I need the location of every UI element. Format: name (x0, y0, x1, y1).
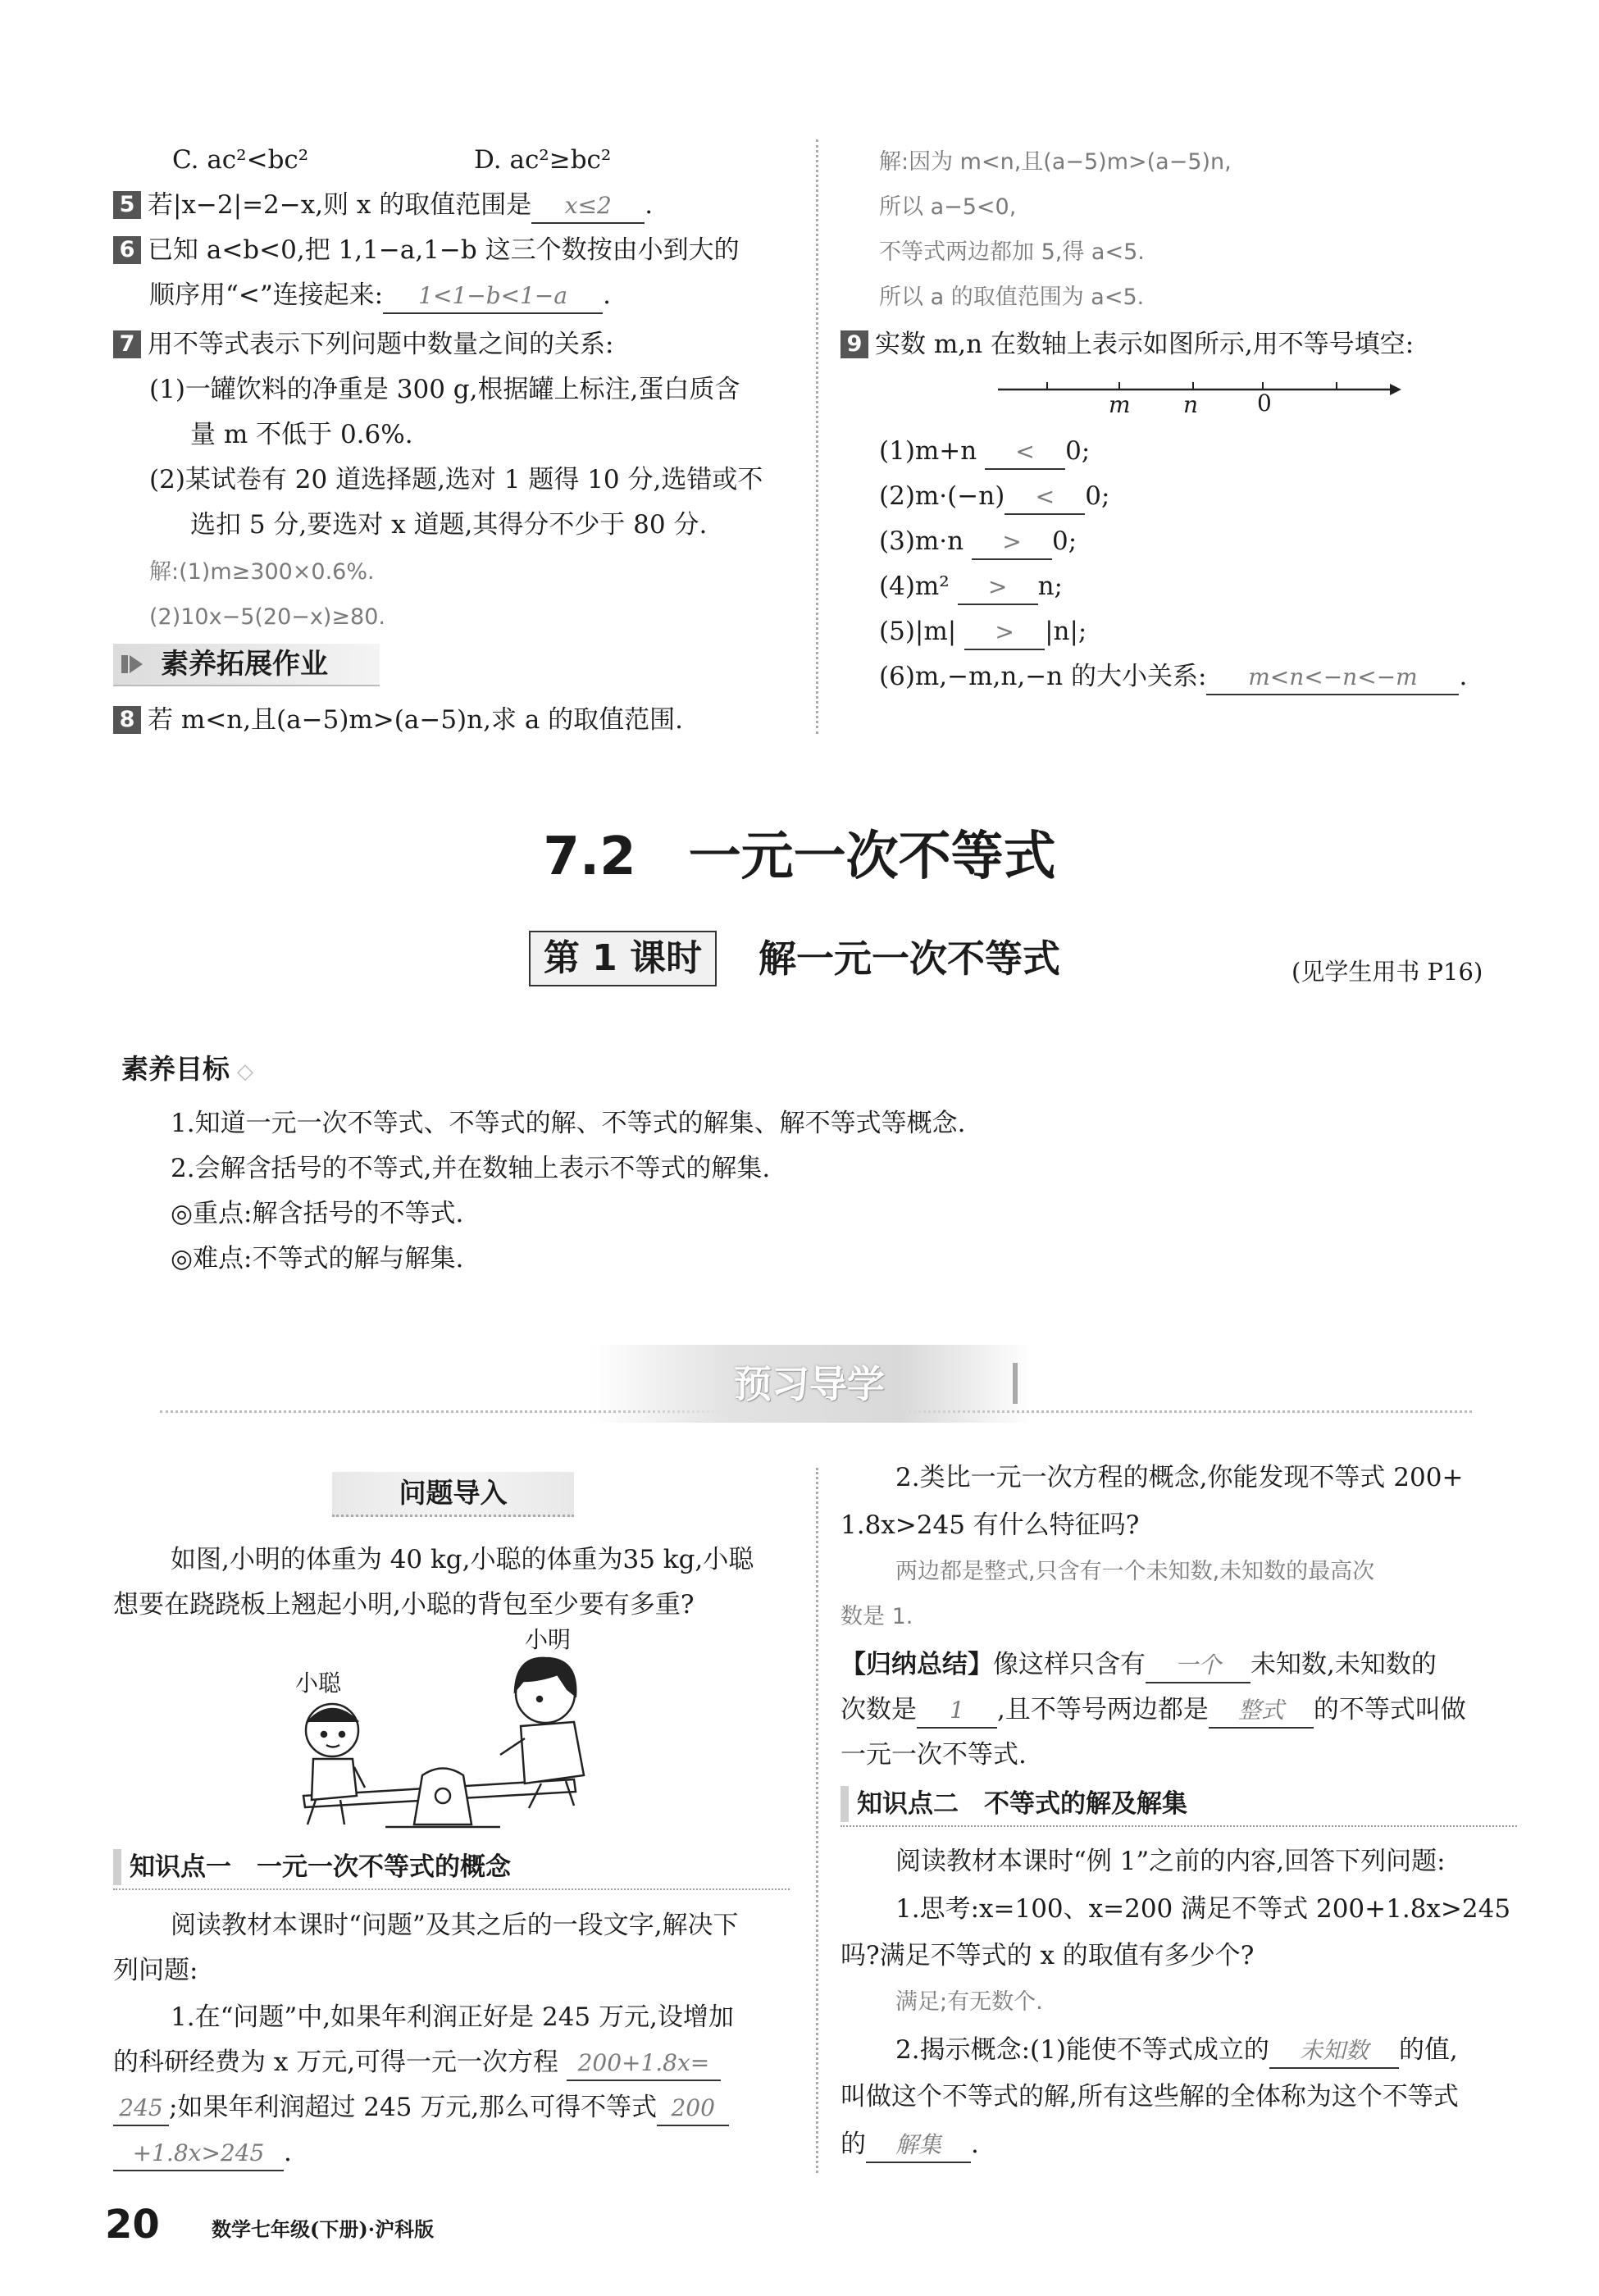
intro-text: 想要在跷跷板上翘起小明,小聪的背包至少要有多重? (113, 1590, 695, 1620)
kp1-q1-l3: 245 ;如果年利润超过 245 万元,那么可得不等式 200 (113, 2091, 729, 2126)
solution-line: 解:(1)m≥300×0.6%. (149, 559, 375, 585)
q9-item-1: (1)m+n < 0; (879, 435, 1090, 470)
answer-blank: x≤2 (531, 189, 645, 224)
question-6-line2: 顺序用“<”连接起来: 1<1−b<1−a . (149, 279, 611, 314)
goal-item: 2.会解含括号的不等式,并在数轴上表示不等式的解集. (171, 1154, 771, 1183)
question-7-part1: (1)一罐饮料的净重是 300 g,根据罐上标注,蛋白质含 (149, 375, 740, 404)
question-6 (113, 234, 740, 266)
question-text: 实数 m,n 在数轴上表示如图所示,用不等号填空: (875, 330, 1414, 359)
kp2-read: 阅读教材本课时“例 1”之前的内容,回答下列问题: (895, 1847, 1446, 1876)
answer-blank: 245 (113, 2092, 169, 2126)
answer-blank: 整式 (1209, 1694, 1314, 1729)
section-title: 7.2 一元一次不等式 (543, 827, 1056, 887)
q9-item-3: (3)m·n > 0; (879, 525, 1077, 560)
solution-line: (2)10x−5(20−x)≥80. (149, 604, 385, 630)
kp1-q2-answer-cont: 数是 1. (840, 1604, 913, 1629)
kp1-q2-answer: 两边都是整式,只含有一个未知数,未知数的最高次 (895, 1559, 1375, 1584)
kp2-q2-cont: 叫做这个不等式的解,所有这些解的全体称为这个不等式 (840, 2082, 1459, 2112)
summary-tag: 【归纳总结】 (840, 1650, 993, 1679)
difficulty-point: ◎难点:不等式的解与解集. (171, 1244, 464, 1273)
answer-blank: 未知数 (1269, 2034, 1399, 2069)
expansion-banner (113, 644, 380, 686)
solution-line: 所以 a 的取值范围为 a<5. (879, 285, 1145, 310)
kp2-q2-end: 的 解集 . (840, 2128, 979, 2163)
kp2-q2: 2.揭示概念:(1)能使不等式成立的 未知数 的值, (895, 2034, 1458, 2069)
answer-blank: 一个 (1146, 1649, 1250, 1683)
kp1-q2: 2.类比一元一次方程的概念,你能发现不等式 200+ (895, 1463, 1464, 1492)
answer-blank: < (985, 435, 1065, 470)
question-text: 若|x−2|=2−x,则 x 的取值范围是 (148, 190, 532, 220)
summary: 【归纳总结】像这样只含有 一个 未知数,未知数的 (840, 1648, 1437, 1683)
label-xiaoming: 小明 (525, 1626, 572, 1653)
question-number: 6 (113, 236, 141, 264)
answer-blank: > (964, 616, 1045, 650)
knowledge-point-title: 知识点一 一元一次不等式的概念 (130, 1852, 511, 1882)
question-7-part1-cont: 量 m 不低于 0.6%. (190, 420, 413, 449)
solution-line: 不等式两边都加 5,得 a<5. (879, 239, 1145, 265)
lesson-number: 第 1 课时 (543, 937, 703, 979)
question-text: 若 m<n,且(a−5)m>(a−5)n,求 a 的取值范围. (148, 705, 684, 735)
goal-item: 1.知道一元一次不等式、不等式的解、不等式的解集、解不等式等概念. (171, 1109, 966, 1138)
answer-blank: > (972, 526, 1052, 560)
number-line (996, 373, 1402, 422)
q9-item-2: (2)m·(−n) < 0; (879, 480, 1109, 515)
option-c: C. ac²<bc² (172, 145, 309, 175)
q9-item-5: (5)|m| > |n|; (879, 615, 1086, 650)
question-7 (113, 328, 613, 361)
preview-banner-title: 预习导学 (734, 1362, 885, 1406)
banner-bar (1013, 1363, 1018, 1404)
kp1-q1-l4: +1.8x>245 . (113, 2136, 292, 2171)
q9-item-6: (6)m,−m,n,−n 的大小关系: m<n<−n<−m . (879, 660, 1467, 695)
axis-label-m: m (1109, 391, 1131, 418)
banner-title: 素养拓展作业 (161, 648, 328, 681)
answer-blank: 1<1−b<1−a (383, 280, 603, 314)
seesaw-illustration (279, 1626, 640, 1837)
book-title: 数学七年级(下册)·沪科版 (212, 2217, 435, 2241)
lesson-badge (529, 931, 717, 986)
answer-blank: 1 (917, 1694, 997, 1729)
label-xiaocong: 小聪 (295, 1670, 342, 1697)
kp1-read-cont: 列问题: (113, 1956, 198, 1985)
kp1-q1: 1.在“问题”中,如果年利润正好是 245 万元,设增加 (171, 2002, 734, 2032)
answer-blank: < (1004, 481, 1085, 515)
lesson-name: 解一元一次不等式 (758, 936, 1060, 981)
column-divider (816, 1468, 818, 2173)
answer-blank: +1.8x>245 (113, 2137, 284, 2171)
question-text: 用不等式表示下列问题中数量之间的关系: (148, 330, 614, 359)
question-7-part2-cont: 选扣 5 分,要选对 x 道题,其得分不少于 80 分. (190, 510, 708, 540)
question-number: 7 (113, 330, 141, 358)
answer-blank: 解集 (866, 2129, 971, 2163)
intro-banner (332, 1472, 574, 1517)
question-7-part2: (2)某试卷有 20 道选择题,选对 1 题得 10 分,选错或不 (149, 465, 763, 494)
intro-heading: 问题导入 (399, 1477, 508, 1509)
diamond-icon: ◇ (230, 1059, 254, 1084)
question-number: 5 (113, 191, 141, 219)
key-point: ◎重点:解含括号的不等式. (171, 1199, 464, 1228)
knowledge-point-title: 知识点二 不等式的解及解集 (857, 1789, 1187, 1819)
kp1-read: 阅读教材本课时“问题”及其之后的一段文字,解决下 (171, 1911, 739, 1940)
kp2-q1: 1.思考:x=100、x=200 满足不等式 200+1.8x>245 (895, 1894, 1511, 1924)
intro-text: 如图,小明的体重为 40 kg,小聪的体重为35 kg,小聪 (171, 1545, 754, 1574)
summary-end: 一元一次不等式. (840, 1740, 1027, 1770)
kp2-q1-cont: 吗?满足不等式的 x 的取值有多少个? (840, 1941, 1255, 1970)
page-number: 20 (105, 2202, 160, 2248)
axis-label-zero: 0 (1257, 390, 1272, 417)
knowledge-point-2 (840, 1786, 1187, 1822)
answer-blank: 200+1.8x= (567, 2047, 721, 2081)
answer-blank: m<n<−n<−m (1206, 661, 1459, 695)
summary-cont: 次数是 1 ,且不等号两边都是 整式 的不等式叫做 (840, 1693, 1466, 1729)
kp1-q2-cont: 1.8x>245 有什么特征吗? (840, 1510, 1140, 1540)
question-number: 9 (840, 330, 868, 358)
option-d: D. ac²≥bc² (474, 145, 612, 175)
kp1-q1-l2: 的科研经费为 x 万元,可得一元一次方程 200+1.8x= (113, 2046, 721, 2081)
preview-banner (590, 1345, 1033, 1423)
question-8 (113, 704, 683, 736)
question-number: 8 (113, 706, 141, 734)
axis-label-n: n (1183, 391, 1199, 418)
answer-blank: > (958, 571, 1038, 605)
see-book-ref: (见学生用书 P16) (1292, 958, 1483, 986)
arrow-icon (120, 652, 144, 676)
column-divider (816, 139, 818, 734)
solution-line: 所以 a−5<0, (879, 194, 1017, 220)
goals-heading: 素养目标 ◇ (121, 1053, 254, 1085)
question-text: 已知 a<b<0,把 1,1−a,1−b 这三个数按由小到大的 (148, 235, 740, 265)
kp2-q1-answer: 满足;有无数个. (895, 1989, 1043, 2015)
knowledge-point-1 (113, 1849, 511, 1885)
q9-item-4: (4)m² > n; (879, 570, 1063, 605)
question-9 (840, 328, 1414, 361)
solution-line: 解:因为 m<n,且(a−5)m>(a−5)n, (879, 149, 1232, 175)
question-5: 5 若|x−2|=2−x,则 x 的取值范围是 x≤2 . (113, 189, 653, 224)
answer-blank: 200 (657, 2092, 729, 2126)
